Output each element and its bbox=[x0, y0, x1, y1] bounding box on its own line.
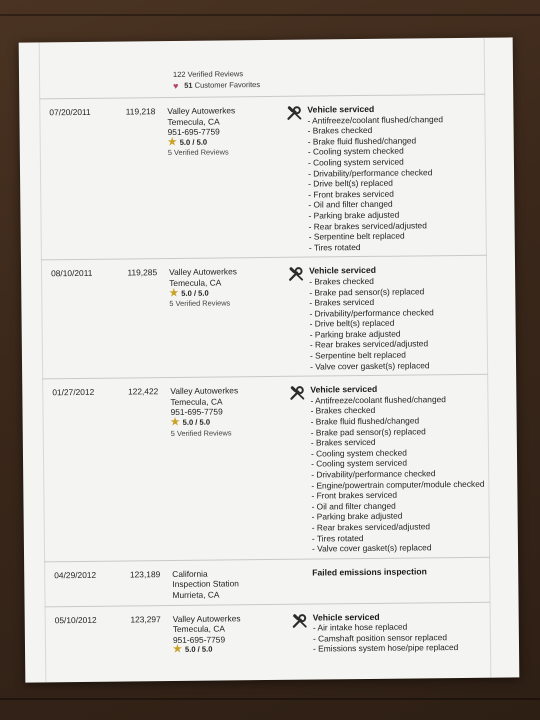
record-mileage: 123,297 bbox=[130, 613, 161, 624]
star-icon: ★ bbox=[170, 416, 180, 429]
table-row bbox=[39, 94, 487, 260]
list-item: - Air intake hose replaced bbox=[312, 621, 408, 633]
source-line: Valley Autowerkes bbox=[172, 612, 241, 624]
list-item: - Drivability/performance checked bbox=[309, 306, 434, 319]
record-source bbox=[164, 385, 286, 556]
wrench-screwdriver-icon bbox=[288, 266, 304, 282]
source-line: 951-695-7759 bbox=[170, 406, 223, 418]
service-history-page bbox=[19, 37, 520, 682]
record-details bbox=[312, 565, 490, 599]
list-item: - Oil and filter changed bbox=[311, 500, 396, 512]
table-row bbox=[41, 255, 488, 379]
record-icon-cell bbox=[281, 105, 309, 254]
list-item: - Rear brakes serviced/adjusted bbox=[309, 338, 429, 351]
record-icon-cell bbox=[284, 385, 312, 555]
list-item: - Brake pad sensor(s) replaced bbox=[310, 425, 426, 438]
list-item: - Brake fluid flushed/changed bbox=[310, 415, 420, 427]
list-item: - Serpentine belt replaced bbox=[308, 230, 405, 242]
record-details bbox=[310, 383, 490, 554]
detail-title: Vehicle serviced bbox=[312, 611, 380, 623]
rating-value: 5.0 / 5.0 bbox=[181, 288, 209, 298]
list-item: - Drive belt(s) replaced bbox=[308, 177, 393, 189]
detail-title: Vehicle serviced bbox=[309, 265, 377, 276]
record-date: 07/20/2011 bbox=[49, 106, 91, 118]
table-plank-line bbox=[0, 14, 540, 16]
list-item: - Tires rotated bbox=[308, 241, 361, 253]
record-mileage: 122,422 bbox=[127, 386, 159, 397]
heart-icon: ♥ bbox=[173, 80, 179, 92]
record-icon-cell bbox=[286, 567, 312, 599]
list-item: - Antifreeze/coolant flushed/changed bbox=[310, 393, 446, 406]
wrench-screwdriver-icon bbox=[286, 105, 302, 121]
star-icon: ★ bbox=[172, 644, 183, 656]
list-item: - Parking brake adjusted bbox=[309, 328, 401, 340]
list-item: - Brake fluid flushed/changed bbox=[307, 135, 417, 147]
star-icon: ★ bbox=[167, 136, 177, 148]
list-item: - Brakes serviced bbox=[309, 296, 375, 308]
list-item: - Front brakes serviced bbox=[311, 489, 398, 501]
list-item: - Brakes checked bbox=[310, 405, 376, 417]
list-item: - Oil and filter changed bbox=[308, 199, 393, 210]
source-line: Murrieta, CA bbox=[172, 589, 220, 600]
list-item: - Valve cover gasket(s) replaced bbox=[311, 542, 432, 554]
list-item: - Camshaft position sensor replaced bbox=[312, 631, 448, 644]
wrench-screwdriver-icon bbox=[289, 385, 305, 401]
verified-reviews: 5 Verified Reviews bbox=[167, 147, 229, 158]
list-item: - Cooling system checked bbox=[310, 447, 407, 459]
record-icon-cell bbox=[283, 266, 310, 372]
list-item: - Front brakes serviced bbox=[308, 188, 394, 200]
favorites-line bbox=[173, 77, 485, 91]
rating-value: 5.0 / 5.0 bbox=[182, 417, 211, 427]
source-line: Temecula, CA bbox=[169, 277, 222, 288]
record-details bbox=[313, 610, 491, 654]
records-list bbox=[39, 94, 491, 662]
list-item: - Engine/powertrain computer/module checked bbox=[311, 478, 485, 491]
favorites-label: Customer Favorites bbox=[194, 80, 261, 90]
source-line: Valley Autowerkes bbox=[170, 385, 239, 397]
detail-title: Failed emissions inspection bbox=[312, 566, 427, 578]
list-item: - Parking brake adjusted bbox=[311, 510, 403, 522]
table-row bbox=[44, 556, 490, 605]
record-icon-cell bbox=[287, 612, 313, 655]
list-item: - Parking brake adjusted bbox=[308, 209, 400, 221]
record-mileage: 123,189 bbox=[129, 568, 161, 580]
record-source bbox=[163, 266, 284, 373]
source-line: 951-695-7759 bbox=[167, 126, 220, 138]
list-item: - Antifreeze/coolant flushed/changed bbox=[307, 113, 444, 126]
list-item: - Brakes checked bbox=[309, 275, 374, 287]
source-line: Temecula, CA bbox=[167, 116, 220, 127]
record-mileage: 119,218 bbox=[125, 106, 156, 117]
shop-rating bbox=[173, 644, 287, 656]
table-row bbox=[45, 601, 492, 661]
source-line: Valley Autowerkes bbox=[169, 266, 237, 278]
record-source bbox=[166, 568, 286, 601]
rating-value: 5.0 / 5.0 bbox=[184, 644, 213, 655]
record-mileage: 119,285 bbox=[127, 267, 158, 278]
list-item: - Brakes serviced bbox=[310, 437, 376, 448]
list-item: - Drivability/performance checked bbox=[311, 468, 436, 480]
list-item: - Brake pad sensor(s) replaced bbox=[309, 285, 425, 298]
record-date: 01/27/2012 bbox=[52, 387, 95, 398]
list-item: - Rear brakes serviced/adjusted bbox=[311, 521, 431, 533]
service-records bbox=[39, 66, 491, 662]
record-date: 05/10/2012 bbox=[54, 614, 97, 625]
record-details bbox=[309, 264, 488, 372]
list-item: - Serpentine belt replaced bbox=[309, 349, 406, 361]
source-line: Valley Autowerkes bbox=[167, 105, 236, 117]
verified-reviews-text: 122 Verified Reviews bbox=[172, 69, 244, 79]
detail-title: Vehicle serviced bbox=[310, 384, 378, 395]
source-line: Temecula, CA bbox=[170, 396, 223, 407]
table-plank-line bbox=[0, 698, 540, 700]
list-item: - Emissions system hose/pipe replaced bbox=[312, 642, 459, 654]
list-item: - Drive belt(s) replaced bbox=[309, 317, 395, 329]
list-item: - Cooling system serviced bbox=[307, 156, 404, 168]
detail-title: Vehicle serviced bbox=[307, 103, 375, 115]
list-item: - Brakes checked bbox=[307, 125, 373, 136]
list-item: - Rear brakes serviced/adjusted bbox=[308, 219, 427, 232]
record-details bbox=[307, 103, 487, 253]
source-line: Temecula, CA bbox=[172, 623, 226, 635]
list-item: - Valve cover gasket(s) replaced bbox=[310, 359, 430, 372]
rating-value: 5.0 / 5.0 bbox=[179, 137, 208, 147]
source-line: California bbox=[172, 568, 208, 579]
list-item: - Drivability/performance checked bbox=[307, 166, 433, 179]
verified-reviews: 5 Verified Reviews bbox=[169, 298, 231, 309]
verified-reviews: 5 Verified Reviews bbox=[170, 428, 232, 438]
record-source bbox=[167, 612, 287, 656]
wrench-screwdriver-icon bbox=[292, 612, 308, 628]
list-item: - Cooling system serviced bbox=[311, 457, 408, 469]
favorites-count: 51 bbox=[184, 80, 193, 90]
list-item: - Tires rotated bbox=[311, 532, 364, 544]
record-source bbox=[161, 105, 283, 255]
record-date: 04/29/2012 bbox=[54, 569, 97, 581]
shop-summary bbox=[173, 66, 485, 91]
source-line: Inspection Station bbox=[172, 578, 239, 590]
source-line: 951-695-7759 bbox=[172, 634, 226, 645]
record-date: 08/10/2011 bbox=[51, 268, 93, 279]
list-item: - Cooling system checked bbox=[307, 145, 404, 157]
star-icon: ★ bbox=[169, 287, 179, 299]
table-row bbox=[42, 374, 490, 561]
